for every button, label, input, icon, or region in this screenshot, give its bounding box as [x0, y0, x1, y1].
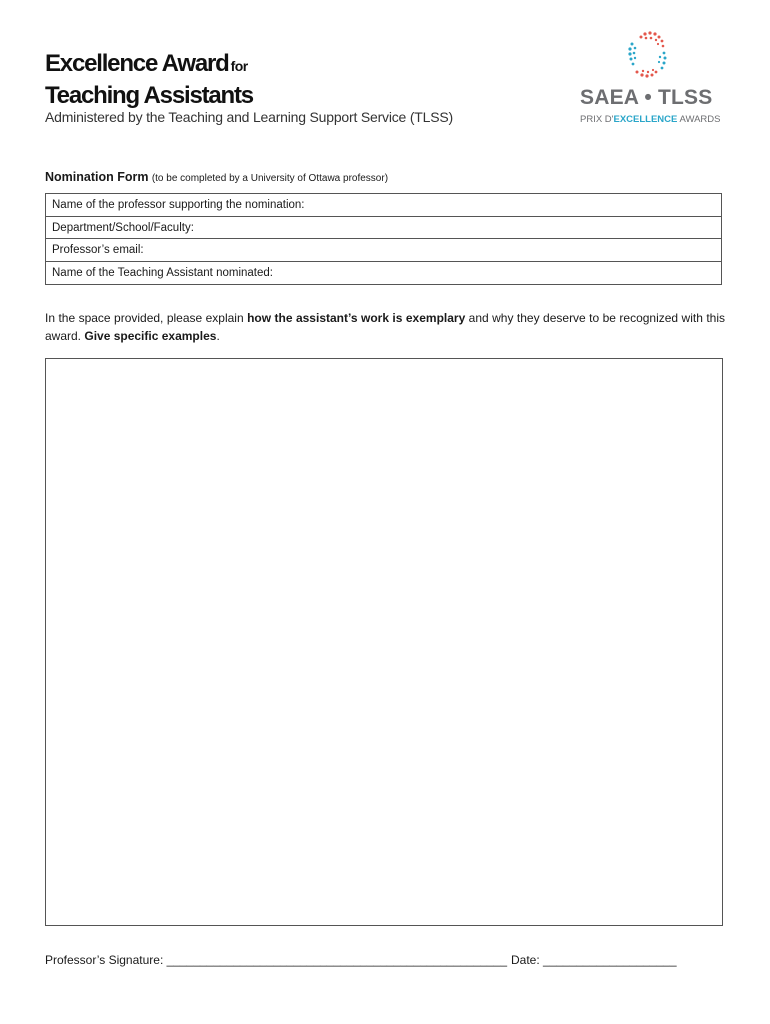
logo-swirl-icon	[623, 28, 673, 82]
nomination-note: (to be completed by a University of Ottawa professor)	[151, 173, 389, 184]
date-label: Date:	[511, 953, 544, 967]
ta-name-field[interactable]: Name of the Teaching Assistant nominated:	[52, 266, 273, 279]
nomination-title: Nomination Form	[45, 170, 149, 184]
saea-tlss-logo	[578, 28, 728, 128]
department-field[interactable]: Department/School/Faculty:	[46, 217, 721, 240]
subtitle: Administered by the Teaching and Learning Support Service (TLSS)	[45, 109, 453, 125]
nomination-heading	[45, 170, 388, 184]
logo-wordmark: SAEA • TLSS	[580, 86, 713, 109]
professor-name-field[interactable]: Name of the professor supporting the nomination:	[46, 194, 721, 217]
title-for: for	[230, 58, 248, 74]
title-line-1: Excellence Award	[45, 50, 229, 77]
signature-field[interactable]: ___________________________________________________	[166, 953, 507, 967]
date-field[interactable]: ____________________	[543, 953, 677, 967]
signature-line	[45, 953, 677, 967]
explanation-textarea[interactable]	[45, 358, 723, 926]
professor-email-field[interactable]: Professor’s email:	[46, 239, 721, 262]
instructions-text: In the space provided, please explain how the assistant’s work is exemplary and why they deserve to be recognized with this award. Give specific examples.	[45, 311, 725, 343]
title-line-2: Teaching Assistants	[45, 82, 253, 109]
signature-label: Professor’s Signature:	[45, 953, 167, 967]
nomination-form-table	[45, 193, 722, 285]
award-title	[45, 49, 253, 111]
logo-tagline: PRIX D'EXCELLENCE AWARDS	[580, 114, 721, 125]
